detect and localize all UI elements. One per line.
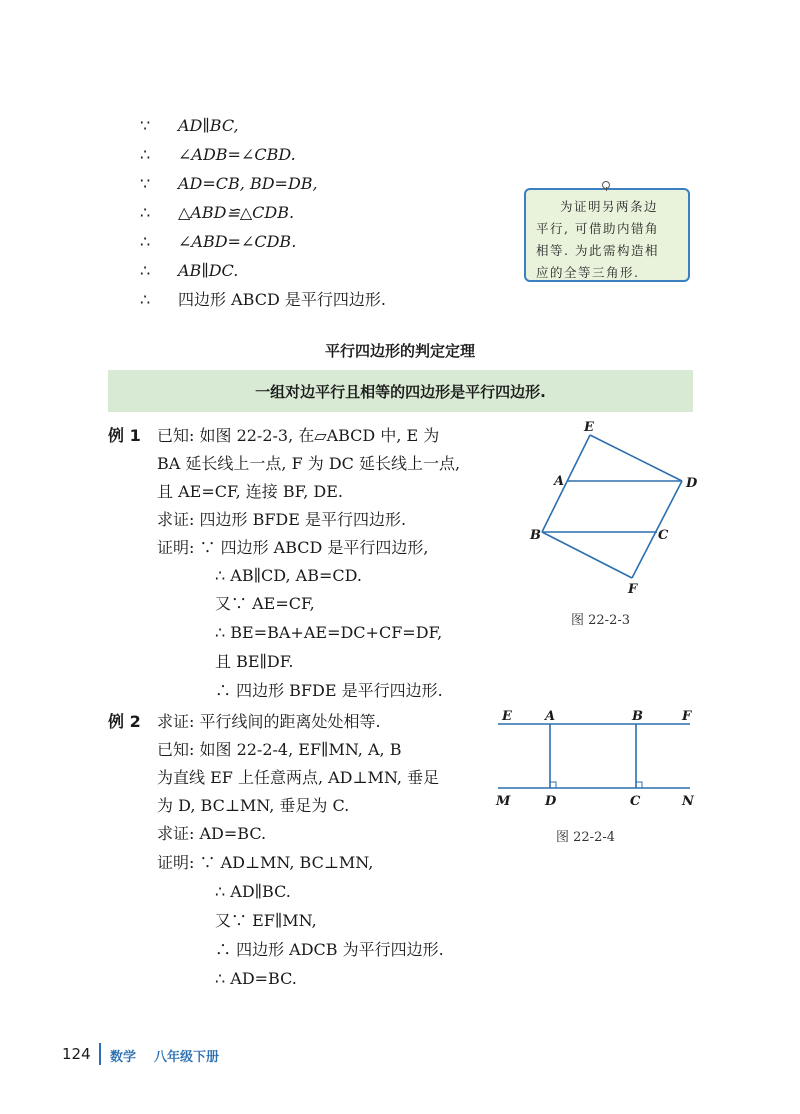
- therefore-symbol: ∴: [140, 232, 151, 251]
- proof-line: ∴ 四边形 BFDE 是平行四边形.: [215, 681, 443, 700]
- proof-line: AD∥BC,: [178, 116, 239, 135]
- pin-icon-stem: [606, 187, 607, 191]
- proof-line: 证明: ∵ 四边形 ABCD 是平行四边形,: [157, 538, 429, 557]
- point-label-C: C: [630, 794, 641, 809]
- point-label-B: B: [632, 709, 643, 724]
- example-label: 例 2: [108, 712, 141, 731]
- therefore-symbol: ∴: [140, 261, 151, 280]
- point-label-F: F: [682, 709, 692, 724]
- note-line: 为证明另两条边: [560, 199, 659, 214]
- example-label: 例 1: [108, 426, 141, 445]
- therefore-symbol: ∴: [140, 203, 151, 222]
- point-label-E: E: [502, 709, 512, 724]
- proof-line: 且 BE∥DF.: [215, 652, 294, 671]
- segment-EB: [542, 435, 590, 532]
- point-label-D: D: [545, 794, 557, 809]
- note-line: 平行, 可借助内错角: [536, 221, 659, 236]
- proof-line: 证明: ∵ AD⊥MN, BC⊥MN,: [157, 853, 374, 872]
- segment-BF: [542, 532, 632, 578]
- proof-line: ∴ AB∥CD, AB=CD.: [215, 566, 362, 585]
- theorem-title: 平行四边形的判定定理: [324, 342, 475, 360]
- point-label-C: C: [658, 528, 669, 543]
- because-symbol: ∵: [140, 116, 151, 135]
- point-label-M: M: [496, 794, 511, 809]
- proof-line: ∴ 四边形 ADCB 为平行四边形.: [215, 940, 444, 959]
- example-given: 已知: 如图 22-2-4, EF∥MN, A, B: [157, 740, 402, 759]
- proof-line: △ABD≌△CDB.: [178, 203, 295, 222]
- theorem-statement-box: [108, 370, 693, 412]
- proof-line: ∴ BE=BA+AE=DC+CF=DF,: [215, 623, 443, 642]
- therefore-symbol: ∴: [140, 145, 151, 164]
- footer-subject: 数学: [110, 1050, 137, 1065]
- example-prove: 求证: AD=BC.: [157, 824, 267, 843]
- example-given: 已知: 如图 22-2-3, 在▱ABCD 中, E 为: [157, 426, 440, 445]
- side-note: [524, 188, 690, 282]
- footer-divider: [99, 1043, 101, 1065]
- point-label-D: D: [686, 476, 698, 491]
- proof-line: 又∵ EF∥MN,: [215, 911, 317, 930]
- note-line: 相等. 为此需构造相: [536, 243, 659, 258]
- figure-22-2-4: [490, 702, 710, 814]
- proof-conclusion: 四边形 ABCD 是平行四边形.: [178, 290, 386, 309]
- point-label-E: E: [584, 420, 594, 435]
- proof-line: ∴ AD=BC.: [215, 969, 297, 988]
- segment-ED: [590, 435, 682, 481]
- proof-line: 又∵ AE=CF,: [215, 594, 315, 613]
- proof-line: ∠ADB=∠CBD.: [178, 145, 296, 164]
- point-label-A: A: [554, 474, 565, 489]
- example-given: 且 AE=CF, 连接 BF, DE.: [157, 482, 343, 501]
- because-symbol: ∵: [140, 174, 151, 193]
- figure-caption: 图 22-2-3: [571, 613, 631, 628]
- proof-line: ∠ABD=∠CDB.: [178, 232, 297, 251]
- figure-caption: 图 22-2-4: [556, 830, 616, 845]
- example-claim: 求证: 平行线间的距离处处相等.: [157, 712, 381, 731]
- page-number: 124: [62, 1045, 91, 1063]
- example-given: BA 延长线上一点, F 为 DC 延长线上一点,: [157, 454, 461, 473]
- footer-book: 八年级下册: [154, 1050, 220, 1065]
- theorem-statement: 一组对边平行且相等的四边形是平行四边形.: [255, 382, 546, 401]
- proof-line: ∴ AD∥BC.: [215, 882, 291, 901]
- right-angle-mark-C: [636, 782, 642, 788]
- right-angle-mark-D: [550, 782, 556, 788]
- proof-line: AB∥DC.: [178, 261, 239, 280]
- example-given: 为 D, BC⊥MN, 垂足为 C.: [157, 796, 350, 815]
- segment-DF: [632, 481, 682, 578]
- figure-22-2-3: [520, 415, 720, 595]
- example-given: 为直线 EF 上任意两点, AD⊥MN, 垂足: [157, 768, 440, 787]
- therefore-symbol: ∴: [140, 290, 151, 309]
- point-label-F: F: [628, 582, 638, 595]
- proof-line: AD=CB, BD=DB,: [178, 174, 318, 193]
- example-prove: 求证: 四边形 BFDE 是平行四边形.: [157, 510, 407, 529]
- point-label-N: N: [682, 794, 694, 809]
- note-line: 应的全等三角形.: [536, 265, 640, 280]
- point-label-B: B: [530, 528, 541, 543]
- point-label-A: A: [545, 709, 556, 724]
